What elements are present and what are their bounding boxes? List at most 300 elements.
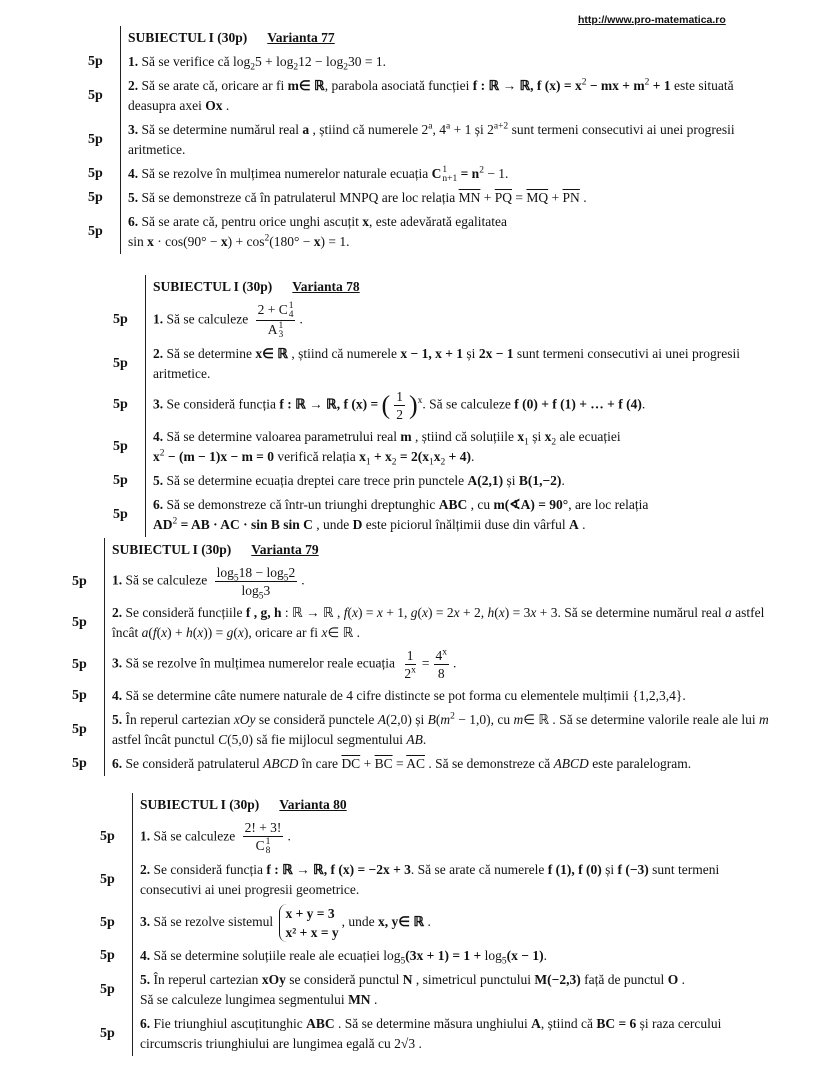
subscript: 2 — [551, 437, 557, 448]
points-label: 5p — [113, 397, 128, 413]
denominator — [402, 665, 418, 682]
math-bold: x − 1, x + 1 — [400, 345, 464, 361]
numerator — [243, 819, 284, 837]
points-label: 5p — [88, 88, 103, 103]
text-run: log — [484, 947, 502, 963]
text-run: 2 — [288, 565, 296, 580]
text-run: față de punctul — [580, 971, 668, 987]
math-bold: + 4) — [445, 448, 471, 464]
variant-label: Varianta 80 — [279, 797, 347, 812]
text-run: · cos(90° − — [153, 234, 221, 249]
superscript: x — [417, 395, 423, 406]
lower-index: 3 — [278, 329, 284, 340]
math-bold: x, y∈ ℝ — [378, 914, 425, 929]
math-italic: x — [161, 625, 168, 640]
math-bold: m — [400, 428, 412, 444]
points-label: 5p — [72, 756, 87, 771]
text-run: În reperul cartezian — [150, 971, 262, 987]
problem-item — [88, 74, 760, 118]
text-run: , știind că — [540, 1015, 597, 1031]
subscript: 2 — [440, 457, 446, 468]
item-number: 6. — [128, 214, 139, 229]
text-run: + 3. Să se determine numărul real — [536, 605, 726, 620]
problem-text — [120, 210, 760, 254]
math-bold: f (1), f (0) — [547, 861, 602, 877]
math-bold: f , g, h — [245, 605, 282, 620]
exam-variant-78 — [113, 275, 753, 537]
text-run: și — [463, 345, 479, 361]
problem-text — [120, 74, 760, 118]
problem-text — [104, 645, 784, 684]
text-run: . — [578, 516, 586, 532]
text-run: verifică relația — [274, 448, 360, 464]
header-row — [100, 793, 750, 817]
text-run: ( — [192, 625, 198, 640]
math-bold: f : ℝ → ℝ, f (x) = x — [472, 78, 582, 93]
text-run: și raza cercului circumscris triunghiului are lungimea egală cu 2√3 . — [140, 1015, 722, 1051]
sup-sub-index — [289, 302, 294, 320]
problem-item — [100, 858, 750, 902]
points-label: 5p — [100, 914, 115, 930]
text-run: (2,0) și — [386, 712, 428, 727]
points-label: 5p — [88, 54, 103, 69]
problem-text — [145, 425, 753, 469]
problem-item — [88, 210, 760, 254]
text-run: + — [480, 190, 495, 205]
problem-item — [113, 342, 753, 386]
text-run: ) = 2 — [428, 605, 454, 620]
text-run: , este adevărată egalitatea — [369, 214, 507, 229]
text-run: = — [512, 190, 527, 205]
superscript: 2 — [644, 77, 650, 88]
section-header — [120, 26, 760, 50]
math-bold: D — [352, 516, 363, 532]
text-run: Să se rezolve sistemul — [150, 914, 277, 929]
text-run: . — [678, 971, 685, 987]
text-run: În reperul cartezian — [122, 712, 234, 727]
text-run: A — [267, 321, 278, 337]
subscript: 5 — [400, 956, 406, 967]
section-header — [132, 793, 750, 817]
sup-sub-index — [279, 322, 284, 340]
problem-item — [72, 684, 784, 708]
item-number: 5. — [140, 971, 151, 987]
problem-text — [132, 944, 750, 968]
text-run: ) = 1. — [320, 234, 350, 249]
math-bold: x — [153, 448, 160, 464]
points-label: 5p — [100, 947, 115, 963]
vector: $\overline{PQ}$ — [494, 190, 513, 205]
math-bold: Ox — [205, 98, 223, 113]
math-italic: x — [530, 605, 537, 620]
math-bold: O — [667, 971, 679, 987]
math-bold: A — [568, 516, 579, 532]
problem-text — [145, 299, 753, 342]
superscript: 2 — [581, 77, 587, 88]
math-italic: x — [422, 605, 428, 620]
system-equation: x + y = 3 — [285, 905, 335, 921]
problem-text — [145, 493, 753, 537]
math-italic: m — [758, 712, 769, 727]
math-bold: A(2,1) — [467, 472, 504, 488]
lower-index: n+1 — [442, 173, 458, 184]
problem-item — [72, 562, 784, 601]
math-bold: = n — [457, 166, 480, 181]
math-bold: x — [433, 448, 441, 464]
text-run: Să se determine — [163, 345, 256, 361]
problem-item — [72, 645, 784, 684]
math-bold: = AB · AC · sin B sin C — [177, 516, 313, 532]
text-run: ( — [233, 625, 238, 640]
numerator — [434, 647, 450, 665]
math-italic: m — [440, 712, 451, 727]
text-run: ) = — [358, 605, 377, 620]
item-number: 2. — [153, 345, 164, 361]
upper-index: 1 — [265, 836, 271, 847]
text-run: , are loc relația — [568, 496, 649, 512]
math-italic: m — [513, 712, 524, 727]
subscript: 2 — [293, 62, 299, 73]
text-run: este situată deasupra axei — [128, 78, 734, 113]
text-run: Să se rezolve în mulțimea numerelor reale ecuația — [122, 655, 399, 671]
subscript: 5 — [501, 956, 507, 967]
item-number: 6. — [112, 756, 123, 771]
text-run: 2 — [396, 406, 403, 422]
fraction — [394, 388, 405, 423]
variant-label: Varianta 79 — [251, 542, 319, 557]
item-number: 4. — [140, 947, 151, 963]
fraction — [434, 647, 450, 682]
text-run: 18 − log — [238, 565, 284, 580]
math-bold: − (m − 1)x − m = 0 — [164, 448, 275, 464]
section-title: SUBIECTUL I (30p) — [153, 279, 273, 294]
points-label: 5p — [72, 615, 87, 630]
math-italic: h — [487, 605, 495, 620]
math-italic: x — [197, 625, 204, 640]
subscript: 2 — [250, 62, 255, 73]
text-run: = — [421, 655, 430, 671]
text-run: , 4 — [432, 122, 447, 137]
points-spacer — [88, 26, 120, 50]
text-run: 2! + 3! — [244, 820, 282, 835]
problem-item — [72, 708, 784, 752]
text-run: Să se demonstreze că în patrulaterul MNPQ are loc relația — [138, 190, 459, 205]
math-bold: m(∢A) = 90° — [493, 496, 569, 512]
text-run: și — [503, 472, 519, 488]
header-row — [113, 275, 753, 299]
math-bold: x — [147, 234, 154, 249]
item-number: 6. — [153, 496, 164, 512]
text-run: . — [561, 472, 565, 488]
upper-index: 1 — [442, 164, 448, 175]
text-run: : ℝ → ℝ , — [281, 605, 344, 620]
text-run: Să se rezolve în mulțimea numerelor naturale ecuația — [138, 166, 432, 181]
text-run: este paralelogram. — [588, 756, 692, 771]
text-run: , unde — [312, 516, 353, 532]
sup-sub-index — [266, 838, 271, 856]
denominator — [436, 665, 447, 682]
exam-variant-80 — [100, 793, 750, 1056]
math-italic: x — [237, 625, 244, 640]
text-run: și — [601, 861, 618, 877]
problem-item — [100, 944, 750, 968]
text-run: ), oricare ar fi — [243, 625, 322, 640]
math-italic: ABCD — [263, 756, 299, 771]
item-number: 4. — [128, 166, 139, 181]
math-bold: M(−2,3) — [534, 971, 581, 987]
text-run: . — [543, 947, 547, 963]
item-number: 3. — [128, 122, 139, 137]
points-spacer — [113, 275, 145, 299]
text-run: + — [360, 756, 375, 771]
math-bold: f (−3) — [617, 861, 649, 877]
text-run: . Să se determine măsura unghiului — [334, 1015, 532, 1031]
problem-item — [113, 386, 753, 425]
text-run: 8 — [437, 666, 445, 681]
text-run: , cu — [467, 496, 494, 512]
text-run: sunt termeni consecutivi ai unei progresii geometrice. — [140, 861, 720, 897]
problem-text — [104, 562, 784, 601]
subscript: 1 — [365, 457, 371, 468]
text-run: în care — [298, 756, 342, 771]
text-run: ) + — [167, 625, 186, 640]
text-run: Să se determine soluțiile reale ale ecuației log — [150, 947, 401, 963]
problem-item — [88, 186, 760, 210]
vector: $\overline{DC}$ — [341, 756, 361, 771]
numerator — [256, 301, 296, 321]
text-run: 3 — [263, 583, 271, 598]
math-bold: f (0) + f (1) + … + f (4) — [514, 396, 642, 412]
problem-item — [88, 50, 760, 74]
item-number: 2. — [112, 605, 123, 620]
math-bold: f : ℝ → ℝ, f (x) = −2x + 3 — [266, 861, 411, 877]
math-italic: x — [498, 605, 505, 620]
text-run: . Să se calculeze — [422, 396, 515, 412]
math-italic: x — [321, 625, 328, 640]
text-run: . Să se demonstreze că — [424, 756, 554, 771]
text-run: ( — [347, 605, 353, 620]
math-bold: + 1 — [649, 78, 671, 93]
superscript: a+2 — [493, 121, 509, 132]
math-italic: AB — [406, 732, 423, 747]
text-run: ∈ ℝ . — [327, 625, 361, 640]
problem-item — [100, 902, 750, 944]
denominator — [266, 321, 286, 340]
text-run: . Să se arate că numerele — [410, 861, 548, 877]
text-run: ∈ ℝ . Să se determine valorile reale ale lui — [523, 712, 759, 727]
text-run: astfel încât punctul — [112, 732, 219, 747]
points-label: 5p — [72, 722, 87, 737]
problem-text — [120, 118, 760, 162]
vector: $\overline{BC}$ — [374, 756, 393, 771]
subscript: 5 — [258, 591, 264, 602]
text-run: 1 — [406, 648, 414, 663]
item-number: 2. — [128, 78, 139, 93]
superscript: a — [428, 121, 433, 132]
text-run: − 1,0), cu — [454, 712, 514, 727]
math-bold: x — [359, 448, 366, 464]
superscript: x — [442, 647, 447, 658]
numerator — [405, 647, 416, 665]
problem-text — [120, 50, 760, 74]
text-run: 2 + C — [257, 302, 288, 317]
text-run: . — [579, 190, 587, 205]
text-run: . — [453, 655, 457, 671]
math-italic: B — [427, 712, 436, 727]
problem-text — [104, 708, 784, 752]
text-run: . — [424, 914, 431, 929]
points-label: 5p — [100, 829, 115, 845]
section-title: SUBIECTUL I (30p) — [112, 542, 232, 557]
points-spacer — [72, 538, 104, 562]
text-run: 30 = 1. — [347, 54, 386, 69]
points-label: 5p — [72, 573, 87, 589]
text-run: Să se calculeze lungimea segmentului — [140, 991, 349, 1007]
text-run: + 1, — [382, 605, 411, 620]
exam-variant-77 — [88, 26, 760, 254]
math-italic: A — [377, 712, 386, 727]
text-run: + 2, — [459, 605, 488, 620]
math-bold: ABC — [306, 1015, 335, 1031]
text-run: , simetricul punctului — [412, 971, 535, 987]
math-bold: a — [302, 122, 310, 137]
text-run: Să se calculeze — [150, 828, 239, 844]
site-url-link[interactable]: http://www.pro-matematica.ro — [578, 14, 726, 26]
text-run: C — [255, 838, 265, 853]
denominator — [394, 406, 405, 423]
subscript: 5 — [283, 573, 289, 584]
fraction — [243, 819, 284, 856]
points-label: 5p — [72, 688, 87, 703]
superscript: a — [446, 121, 451, 132]
problem-item — [100, 1012, 750, 1056]
item-number: 4. — [153, 428, 164, 444]
math-italic: C — [218, 732, 228, 747]
points-label: 5p — [72, 656, 87, 672]
problem-text — [132, 1012, 750, 1056]
math-italic: f — [343, 605, 348, 620]
math-bold: N — [402, 971, 413, 987]
problem-item — [100, 817, 750, 858]
text-run: Să se demonstreze că într-un triunghi dreptunghic — [163, 496, 439, 512]
text-run: ) = 3 — [504, 605, 531, 620]
text-run: . — [299, 311, 303, 327]
math-italic: x — [453, 605, 460, 620]
system-equation: x² + x = y — [285, 924, 339, 940]
section-title: SUBIECTUL I (30p) — [128, 30, 248, 45]
item-number: 1. — [153, 311, 164, 327]
item-number: 3. — [153, 396, 164, 412]
equation-system — [279, 904, 338, 942]
problem-text — [104, 601, 784, 645]
text-run: + — [548, 190, 563, 205]
text-run: Să se determine ecuația dreptei care trece prin punctele — [163, 472, 468, 488]
text-run: Să se determine numărul real — [138, 122, 303, 137]
subscript: 2 — [343, 62, 348, 73]
text-run: )) = — [203, 625, 227, 640]
superscript: 2 — [172, 516, 178, 527]
math-italic: a — [725, 605, 732, 620]
math-bold: + x — [370, 448, 392, 464]
item-number: 3. — [140, 914, 151, 929]
text-run: Să se determine câte numere naturale de 4 cifre distincte se pot forma cu elementele mulțimii {1,2,3,4}. — [122, 688, 686, 703]
text-run: . — [370, 991, 378, 1007]
text-run: Se consideră funcțiile — [122, 605, 246, 620]
math-bold: f : ℝ → ℝ, f (x) = — [279, 396, 382, 412]
problem-text — [104, 684, 784, 708]
math-italic: h — [186, 625, 193, 640]
parenthesis: ) — [408, 390, 418, 420]
math-italic: g — [226, 625, 234, 640]
fraction — [256, 301, 296, 340]
problem-text — [132, 968, 750, 1012]
numerator — [215, 564, 298, 582]
item-number: 1. — [140, 828, 151, 844]
text-run: , știind că numerele 2 — [309, 122, 429, 137]
text-run: Se consideră funcția — [163, 396, 280, 412]
text-run: , parabola asociată funcției — [324, 78, 473, 93]
math-bold: xOy — [261, 971, 286, 987]
math-bold: MN — [348, 991, 371, 1007]
math-bold: A — [531, 1015, 541, 1031]
points-label: 5p — [88, 224, 103, 239]
vector: $\overline{PN}$ — [562, 190, 580, 205]
vector: $\overline{MN}$ — [458, 190, 481, 205]
math-bold: x — [313, 234, 321, 249]
text-run: sunt termeni consecutivi ai unei progresii aritmetice. — [153, 345, 740, 381]
section-title: SUBIECTUL I (30p) — [140, 797, 260, 812]
problem-text — [145, 386, 753, 425]
points-label: 5p — [88, 132, 103, 147]
text-run: ( — [494, 605, 499, 620]
text-run: ) + cos — [227, 234, 265, 249]
points-label: 5p — [113, 506, 128, 522]
points-label: 5p — [113, 312, 128, 328]
text-run: ( — [435, 712, 441, 727]
math-italic: xOy — [233, 712, 256, 727]
math-bold: − mx + m — [586, 78, 645, 93]
text-run: sin — [128, 234, 148, 249]
text-run: astfel încât — [112, 605, 765, 640]
vector: $\overline{MQ}$ — [526, 190, 549, 205]
text-run: Să se calculeze — [122, 572, 211, 588]
text-run: și — [528, 428, 545, 444]
problem-item — [72, 601, 784, 645]
item-number: 2. — [140, 861, 151, 877]
math-bold: = 2(x — [396, 448, 429, 464]
math-italic: ABCD — [553, 756, 589, 771]
text-run: ( — [148, 625, 153, 640]
problem-item — [113, 425, 753, 469]
superscript: 2 — [450, 711, 455, 722]
math-bold: x — [362, 214, 370, 229]
math-italic: x — [352, 605, 359, 620]
header-row — [88, 26, 760, 50]
denominator — [240, 582, 273, 602]
subscript: 1 — [524, 437, 529, 448]
text-run: se consideră punctul — [285, 971, 403, 987]
text-run: Să se arate că, pentru orice unghi ascuțit — [138, 214, 363, 229]
section-header — [104, 538, 784, 562]
variant-label: Varianta 78 — [292, 279, 360, 294]
math-bold: BC = 6 — [596, 1015, 637, 1031]
math-bold: (x − 1) — [506, 947, 544, 963]
numerator — [394, 388, 405, 406]
parenthesis: ( — [381, 390, 391, 420]
superscript: 2 — [159, 448, 165, 459]
text-run: 1 — [396, 388, 403, 404]
problem-item — [113, 469, 753, 493]
